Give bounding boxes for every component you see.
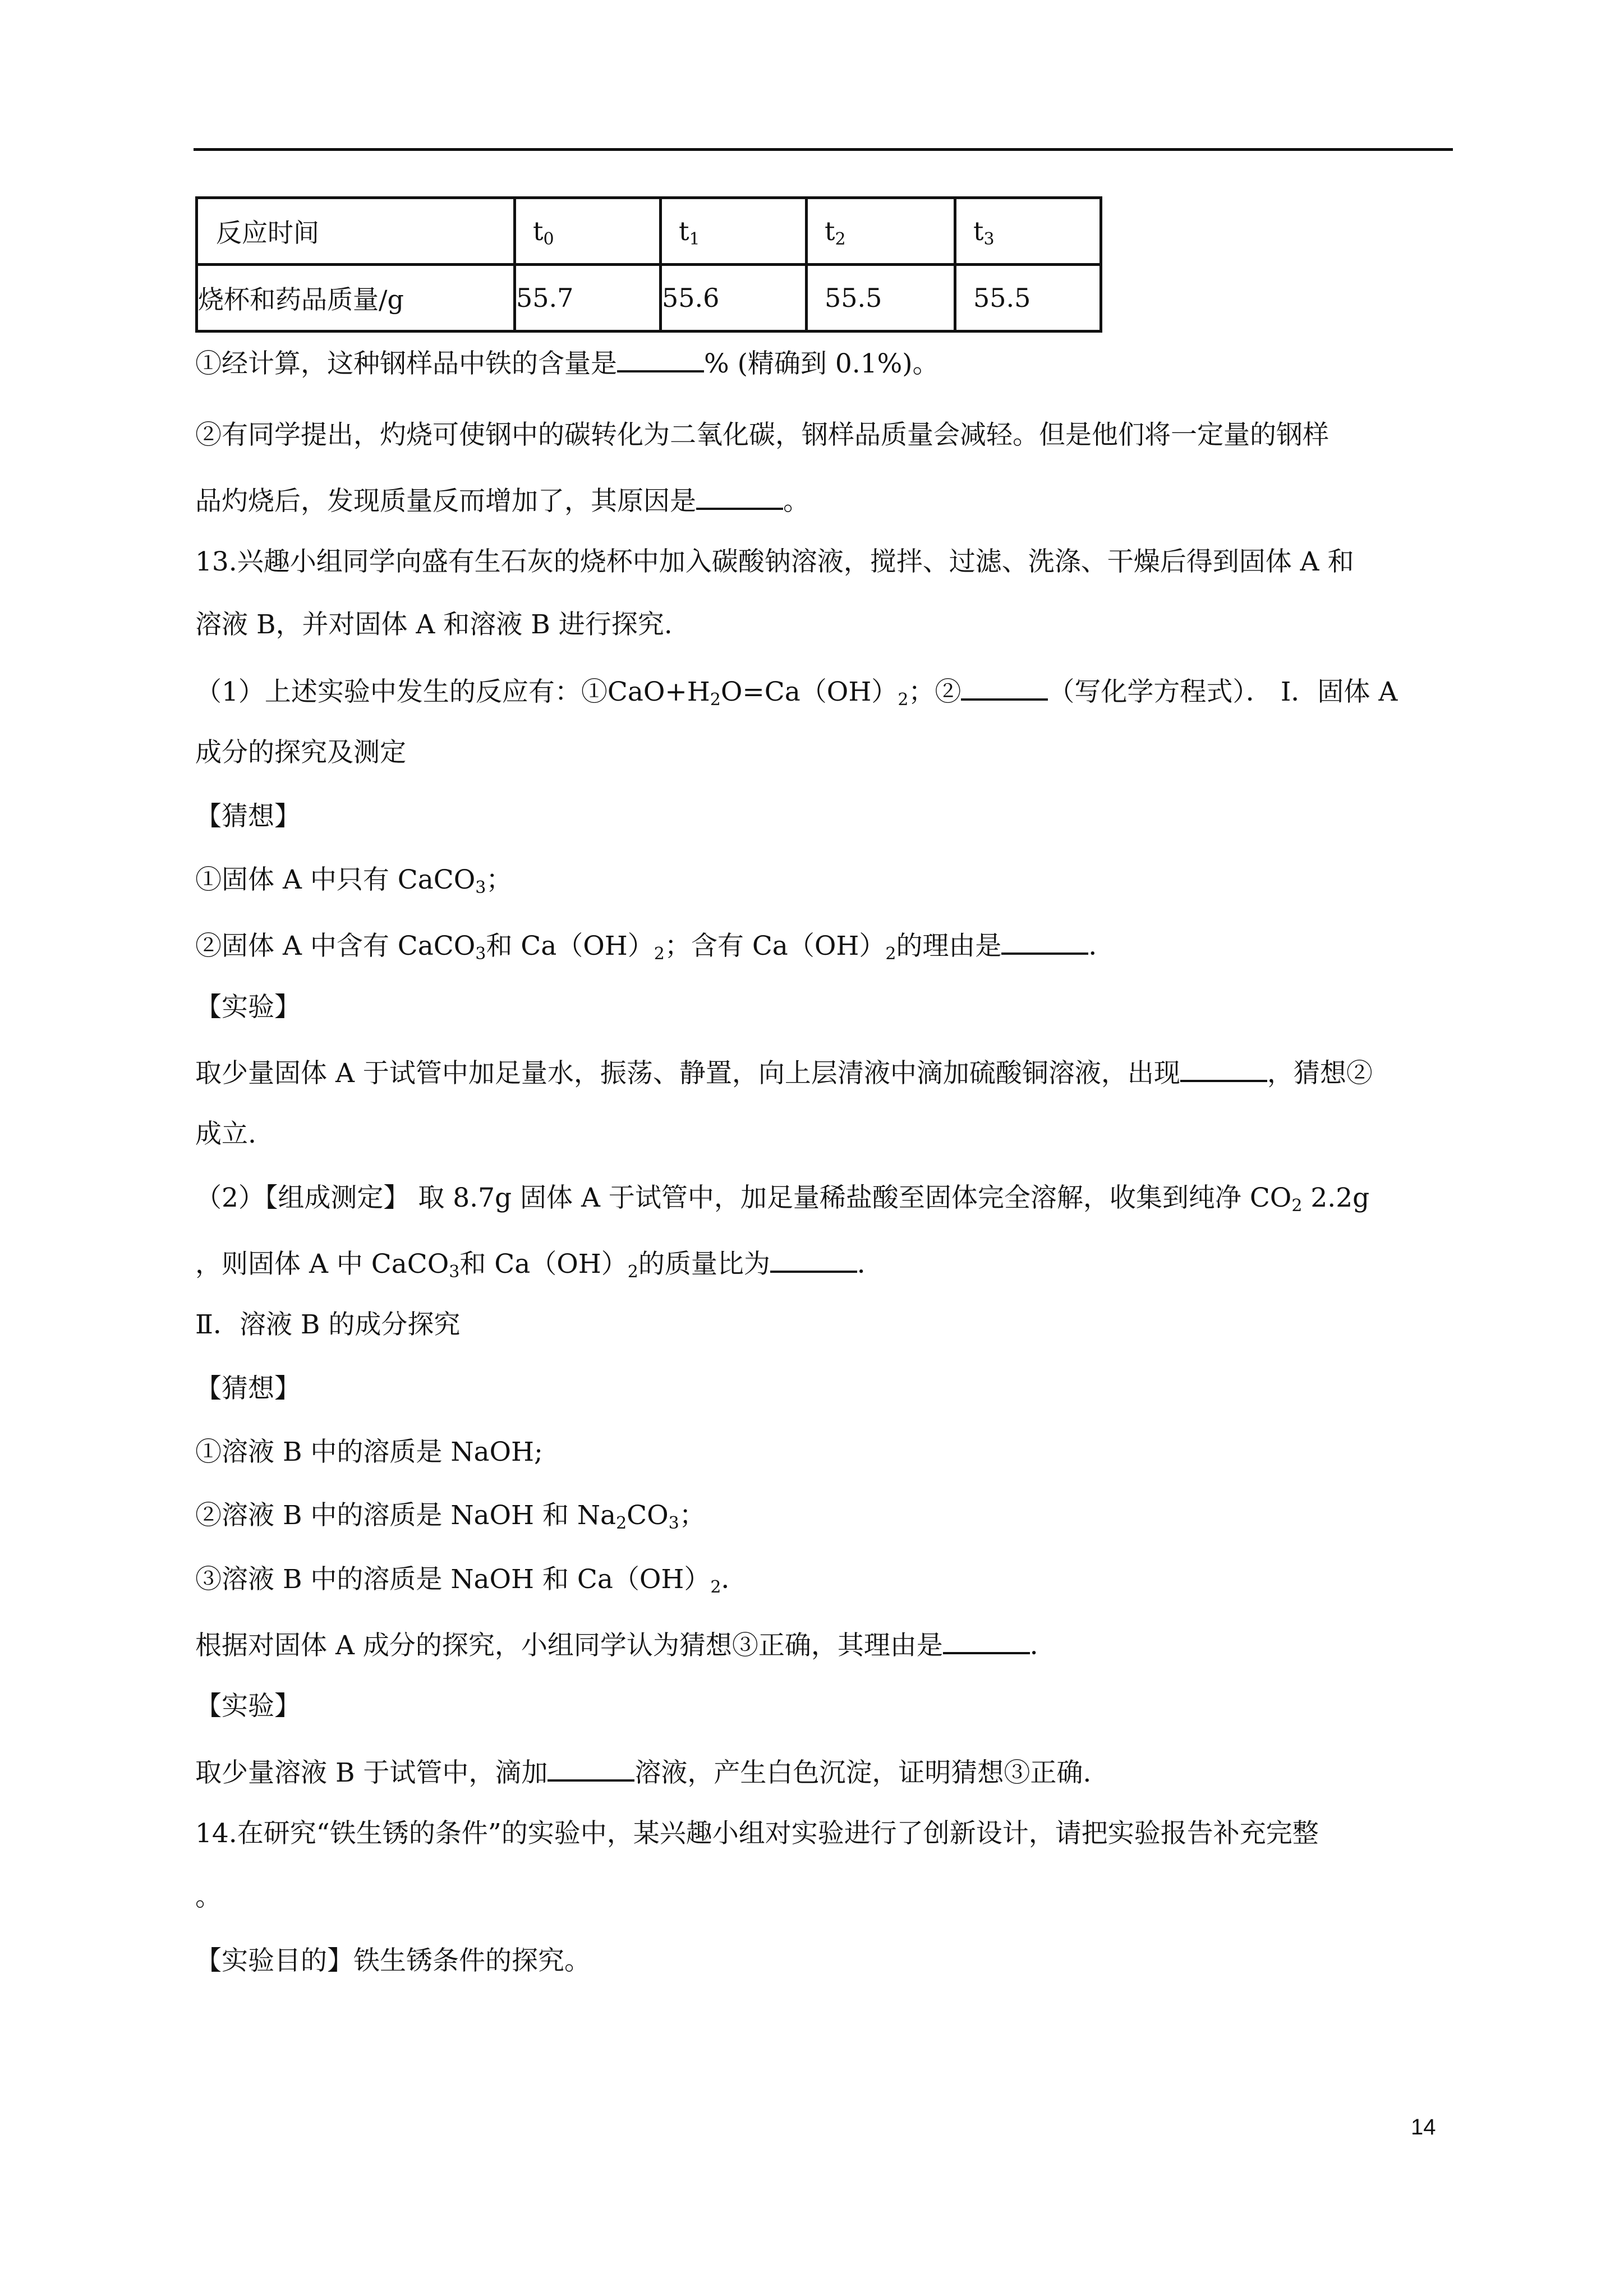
text-line: 取少量溶液 B 于试管中，滴加 溶液，产生白色沉淀，证明猜想③正确.: [195, 1757, 1092, 1788]
table-header-cell: $t_3$: [955, 198, 1101, 265]
page-number: 14: [1411, 2115, 1436, 2139]
table-cell: 55.5: [955, 265, 1101, 332]
text-line: 成立.: [195, 1119, 256, 1149]
section-heading: 【猜想】: [195, 801, 301, 832]
section-heading: 【实验】: [195, 992, 301, 1023]
section-heading: 【猜想】: [195, 1373, 301, 1404]
text-line: ①固体 A 中只有 CaCO$_3$；: [195, 864, 513, 898]
question-13: 13.兴趣小组同学向盛有生石灰的烧杯中加入碳酸钠溶液，搅拌、过滤、洗涤、干燥后得到固体 A 和: [195, 546, 1354, 577]
table-header-cell: 反应时间: [197, 198, 515, 265]
text-line: 溶液 B，并对固体 A 和溶液 B 进行探究.: [195, 609, 673, 640]
section-heading: 【实验目的】铁生锈条件的探究。: [195, 1945, 591, 1976]
text-line: ①溶液 B 中的溶质是 NaOH;: [195, 1437, 543, 1467]
table-header-cell: $t_0$: [515, 198, 661, 265]
answer-blank[interactable]: [617, 348, 704, 372]
text-line: ③溶液 B 中的溶质是 NaOH 和 $Ca(OH)_2$．: [195, 1564, 748, 1597]
table-header-cell: $t_1$: [661, 198, 807, 265]
answer-blank[interactable]: [1180, 1057, 1267, 1082]
table-row-label: 烧杯和药品质量/g: [197, 265, 515, 332]
table-cell: 55.7: [515, 265, 661, 332]
text-line: ①经计算，这种钢样品中铁的含量是 % (精确到 0.1%)。: [195, 348, 939, 379]
answer-blank[interactable]: [770, 1248, 857, 1273]
answer-blank[interactable]: [943, 1630, 1030, 1654]
text-line: ②有同学提出，灼烧可使钢中的碳转化为二氧化碳，钢样品质量会减轻。但是他们将一定量的钢样: [195, 420, 1329, 450]
text-line: ②溶液 B 中的溶质是 NaOH 和 $Na_2CO_3$；: [195, 1500, 706, 1533]
table-cell: 55.5: [807, 265, 955, 332]
table-row: [197, 265, 1101, 332]
section-heading: Ⅱ．溶液 B 的成分探究: [195, 1309, 461, 1340]
header-rule: [194, 148, 1453, 151]
reaction-table: [195, 196, 1102, 333]
text-line: 成分的探究及测定: [195, 737, 406, 768]
answer-blank[interactable]: [961, 676, 1048, 701]
text-line: 。: [195, 1881, 222, 1912]
text-line: 品灼烧后，发现质量反而增加了，其原因是 。: [195, 486, 809, 517]
text-line: ，则固体 A 中 CaCO$_3$和 $Ca(OH)_2$的质量比为 ．: [195, 1249, 884, 1282]
question-14: 14.在研究“铁生锈的条件”的实验中，某兴趣小组对实验进行了创新设计，请把实验报告补充完整: [195, 1818, 1319, 1849]
text-line: （1）上述实验中发生的反应有：$①CaO+H_2O=Ca(OH)_2$；② （写化学方程式）． Ⅰ．固体 A: [195, 677, 1398, 710]
text-line: 根据对固体 A 成分的探究，小组同学认为猜想③正确，其理由是 ．: [195, 1630, 1056, 1661]
table-header-cell: $t_2$: [807, 198, 955, 265]
answer-blank[interactable]: [696, 485, 783, 510]
text-line: （2）【组成测定】 取 8.7g 固体 A 于试管中，加足量稀盐酸至固体完全溶解，收集到纯净 $CO_2$ 2.2g: [195, 1182, 1370, 1216]
answer-blank[interactable]: [1001, 930, 1088, 955]
text-line: ②固体 A 中含有 CaCO$_3$和 $Ca(OH)_2$；含有 $Ca(OH)_2$的理由是 ．: [195, 931, 1115, 964]
section-heading: 【实验】: [195, 1691, 301, 1722]
table-cell: 55.6: [661, 265, 807, 332]
table-row: [197, 198, 1101, 265]
answer-blank[interactable]: [548, 1757, 634, 1782]
text-line: 取少量固体 A 于试管中加足量水，振荡、静置，向上层清液中滴加硫酸铜溶液，出现 ，猜想②: [195, 1058, 1373, 1089]
